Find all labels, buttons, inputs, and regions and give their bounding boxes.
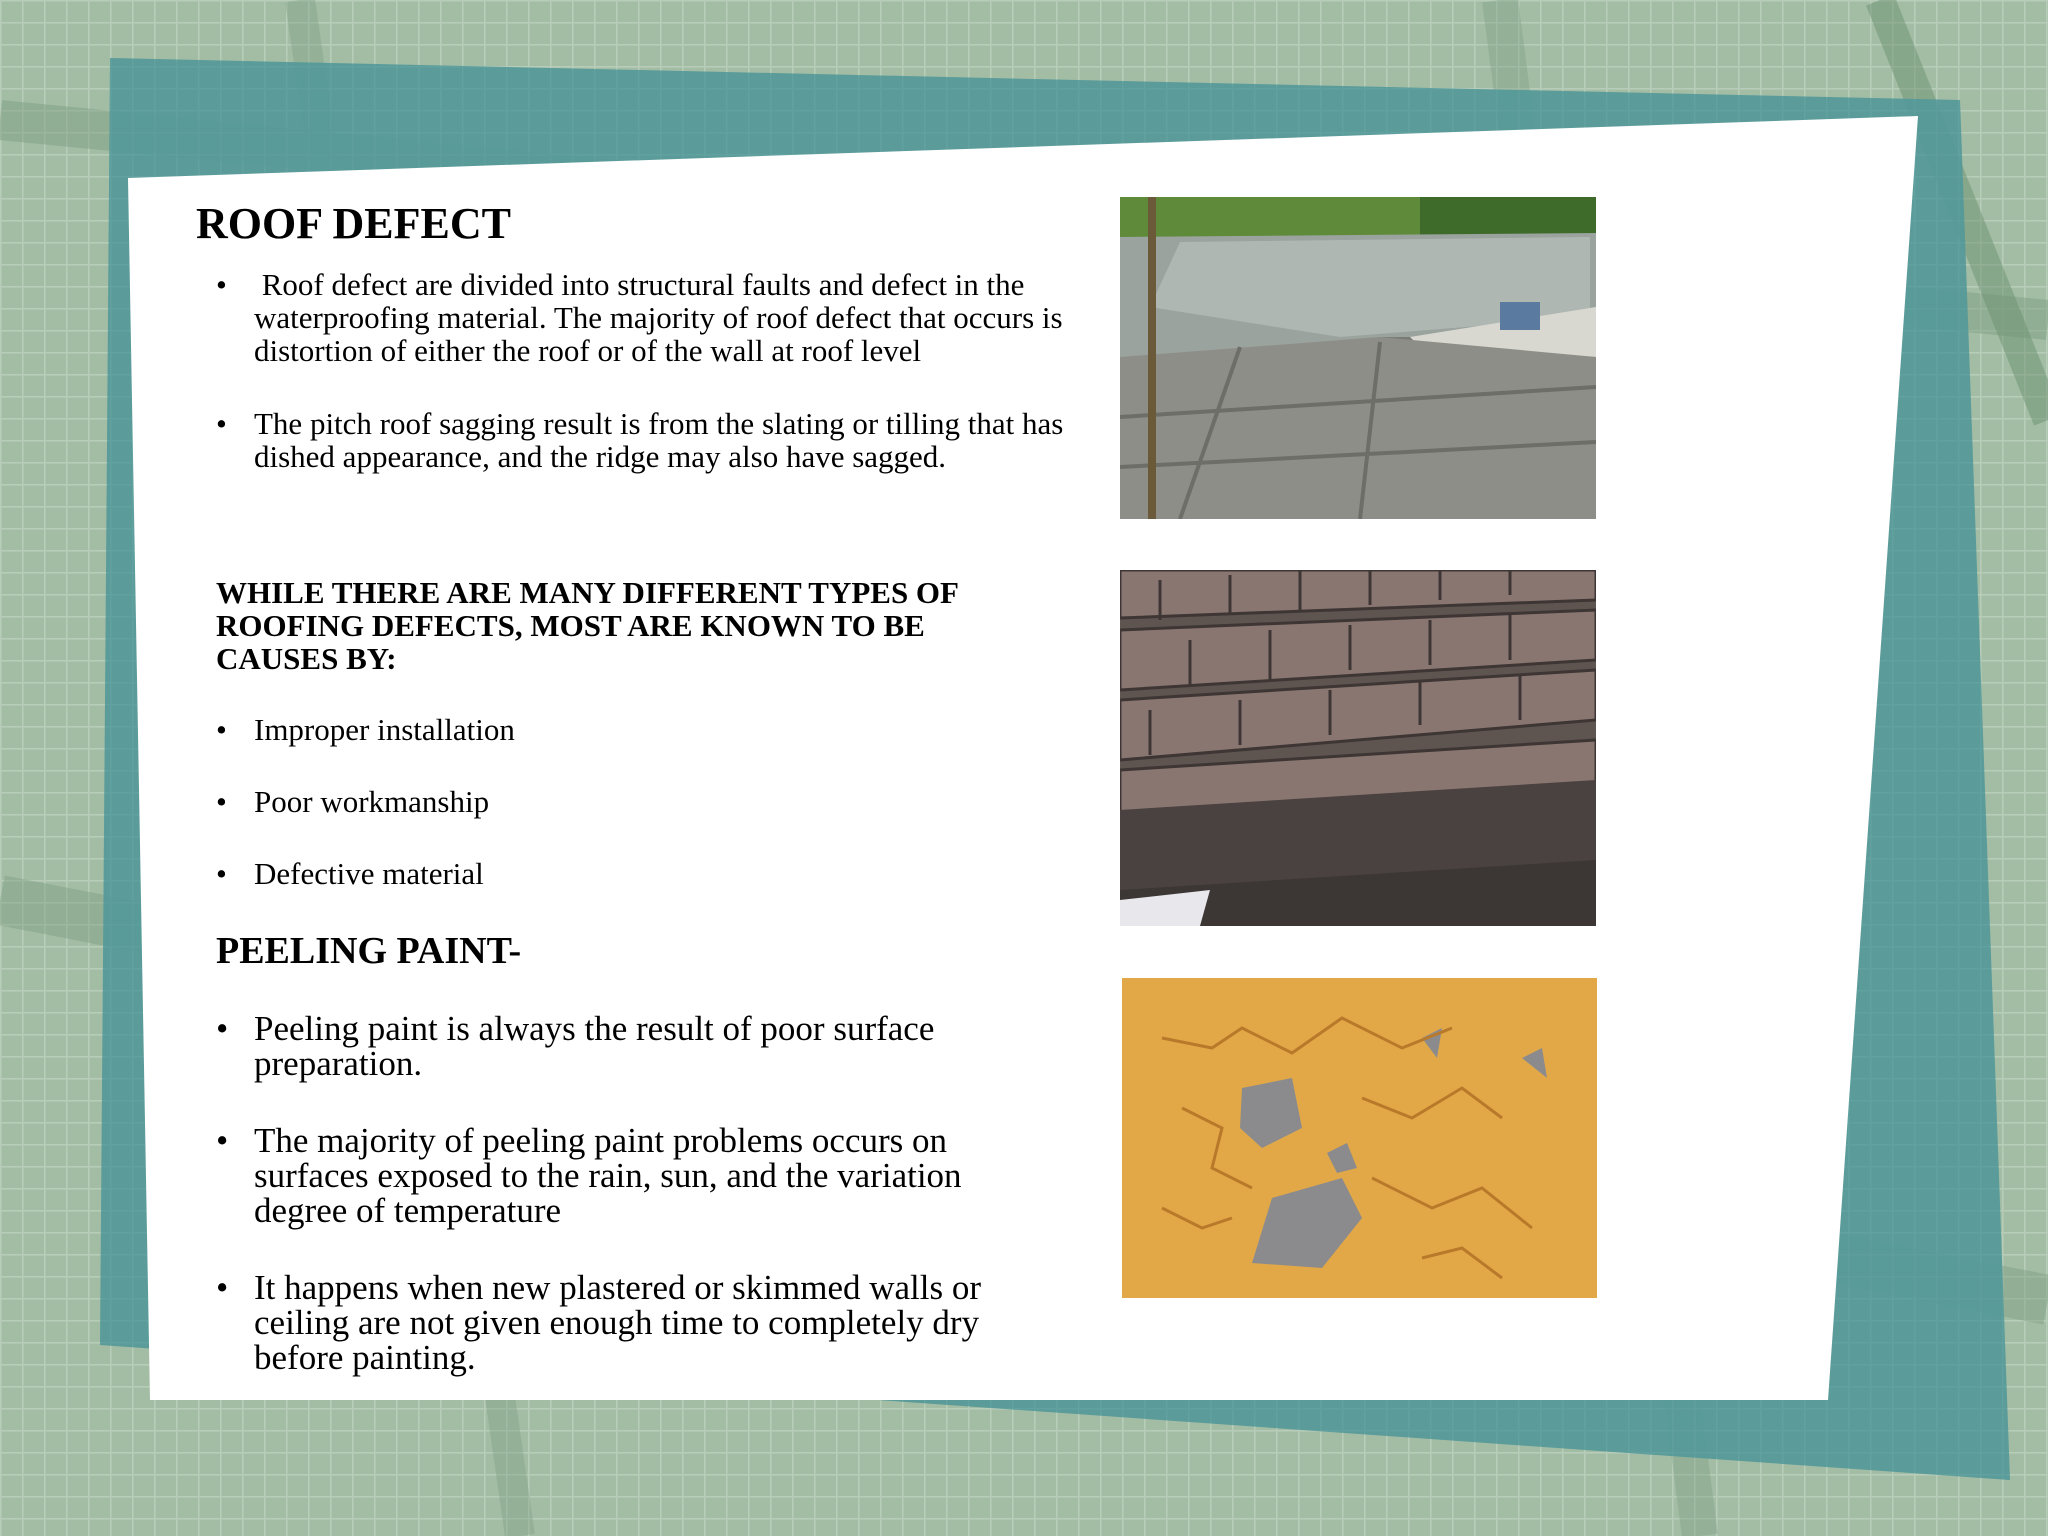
peeling-paint-photo: [1122, 978, 1597, 1298]
peeling-paint-bullet-3: • It happens when new plastered or skimmed walls or ceiling are not given enough time to completely dry before painting.: [216, 1270, 1046, 1375]
causes-heading: WHILE THERE ARE MANY DIFFERENT TYPES OF ROOFING DEFECTS, MOST ARE KNOWN TO BE CAUSES BY:: [216, 575, 959, 676]
peeling-paint-bullet-1: • Peeling paint is always the result of poor surface preparation.: [216, 1011, 1046, 1081]
causes-list: [216, 713, 916, 890]
roof-defect-bullet-1: • Roof defect are divided into structural faults and defect in the waterproofing material. The majority of roof defect that occurs is distortion of either the roof or of the wall at roof level: [216, 268, 1066, 367]
flat-roof-photo: [1120, 197, 1596, 519]
peeling-paint-title: PEELING PAINT-: [216, 930, 522, 972]
cause-item-3: • Defective material: [216, 857, 916, 890]
damaged-shingles-photo: [1120, 570, 1596, 926]
peeling-paint-bullet-2: • The majority of peeling paint problems occurs on surfaces exposed to the rain, sun, and the variation degree of temperature: [216, 1123, 1046, 1228]
roof-defect-bullet-2: • The pitch roof sagging result is from the slating or tilling that has dished appearance, and the ridge may also have sagged.: [216, 407, 1066, 473]
roof-defect-title: ROOF DEFECT: [196, 199, 511, 248]
cause-item-1: • Improper installation: [216, 713, 916, 746]
roof-defect-bullets: [216, 267, 1071, 474]
cause-item-2: • Poor workmanship: [216, 785, 916, 818]
peeling-paint-bullets: [216, 1011, 1046, 1375]
